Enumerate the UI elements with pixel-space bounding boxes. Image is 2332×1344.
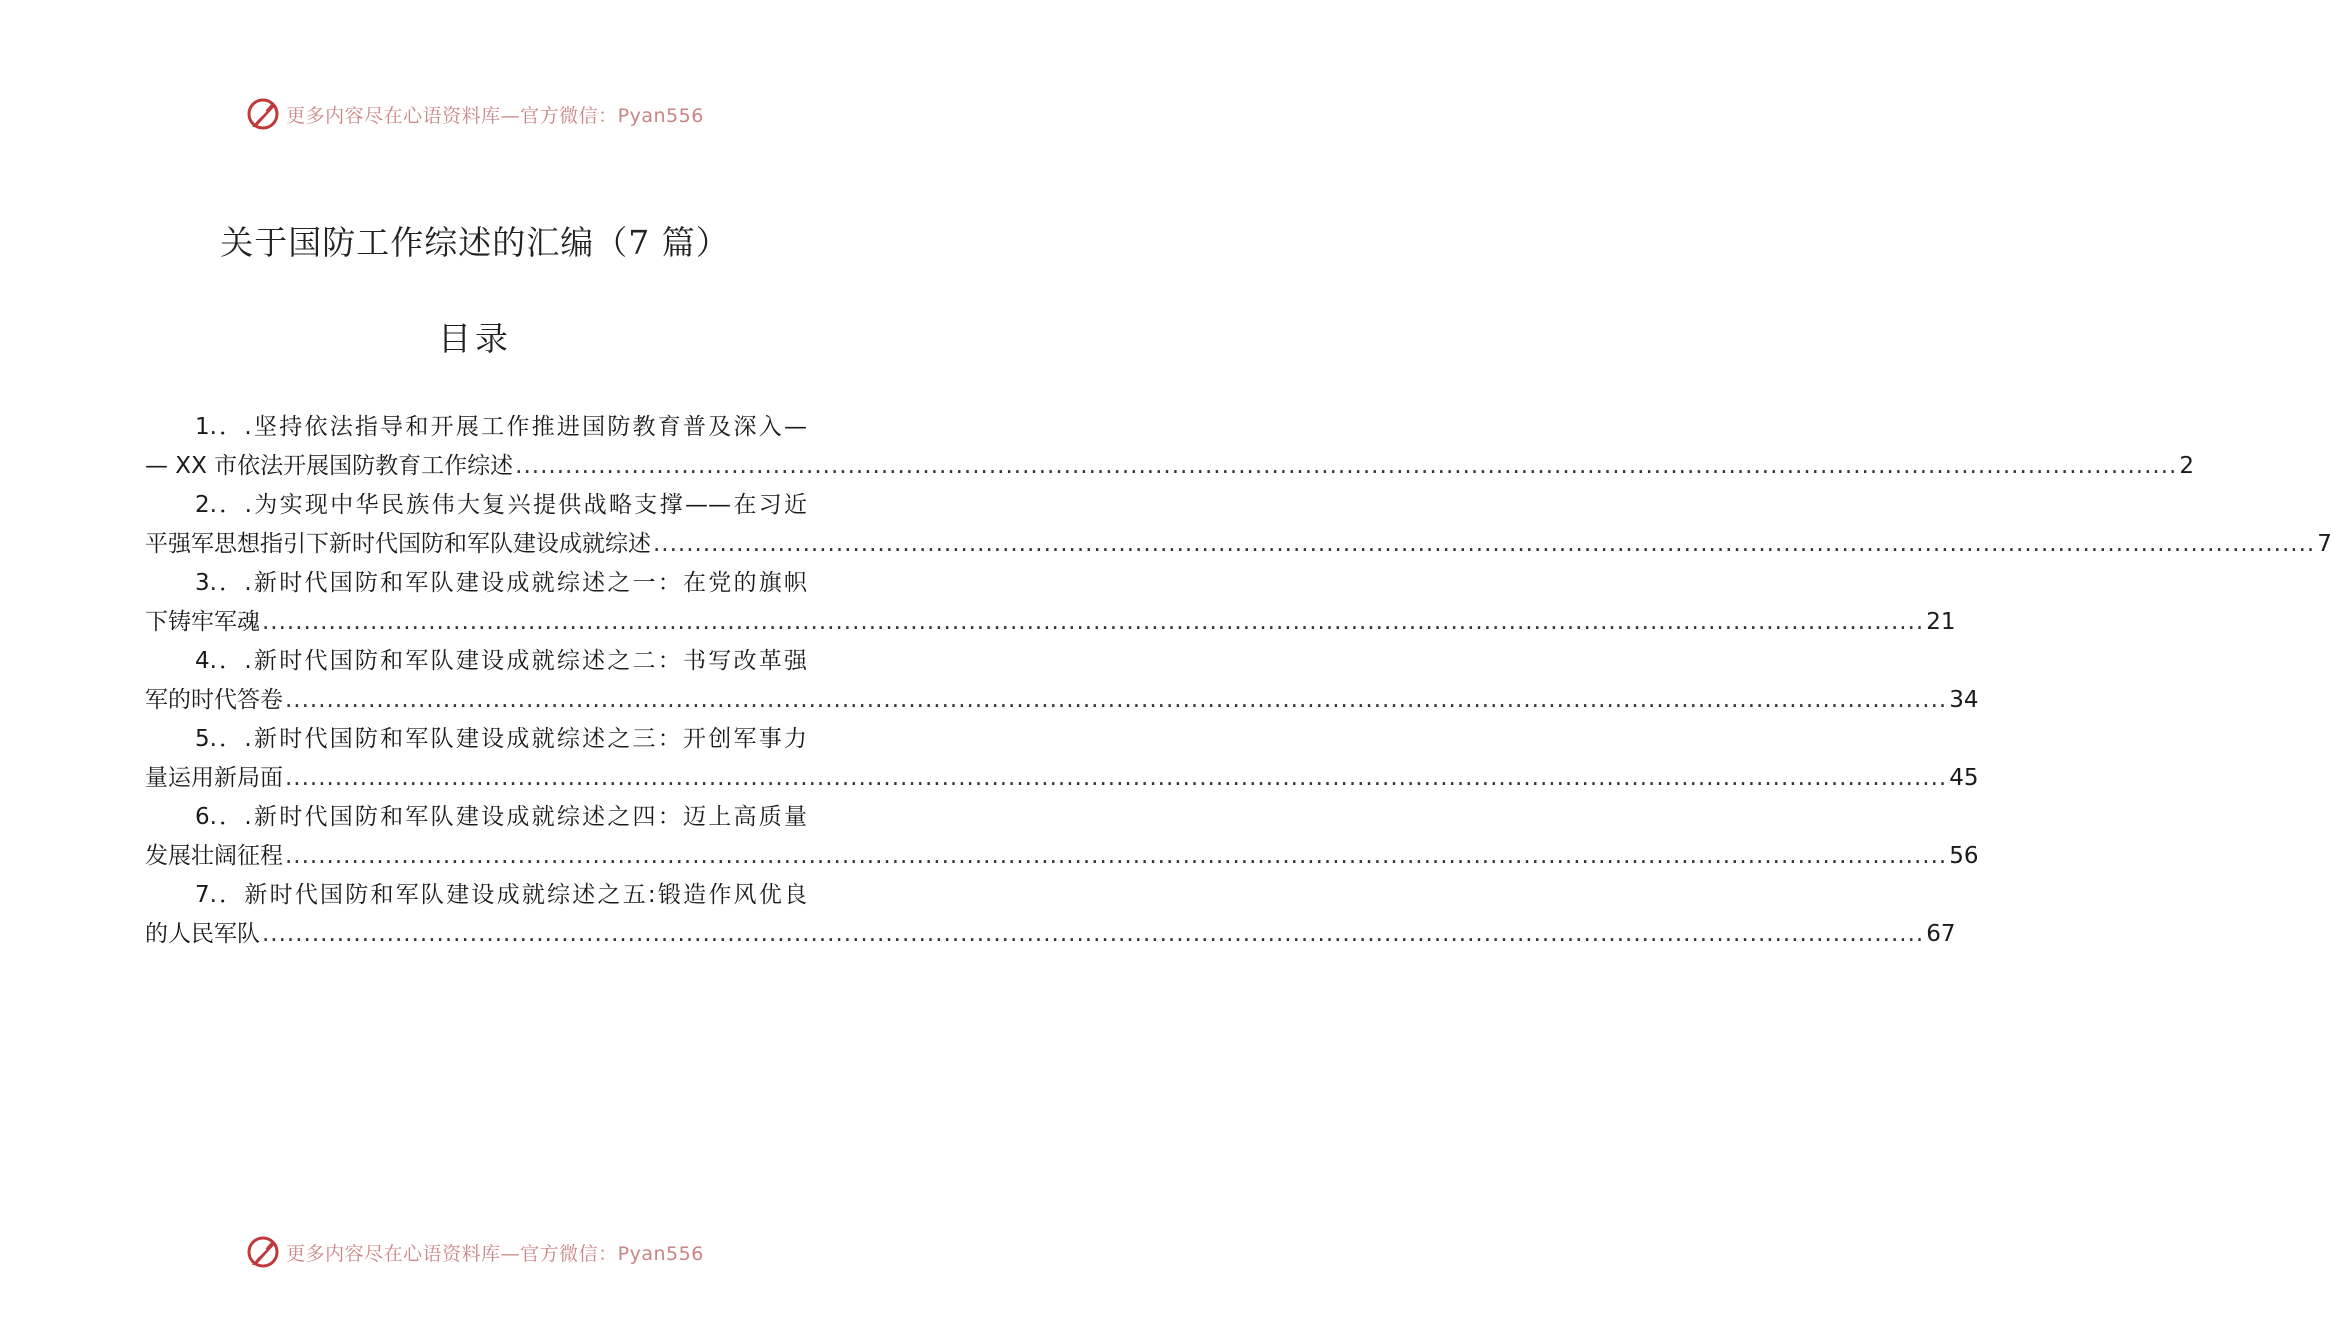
- toc-entry-title-line2: 下铸牢军魂: [145, 609, 260, 635]
- watermark-text: 更多内容尽在心语资料库—官方微信：: [286, 104, 618, 127]
- dot-leader: ........................................................................................................................................................................................................: [285, 765, 1948, 791]
- dot-leader: ........................................................................................................................................................................................................: [285, 687, 1948, 713]
- toc-entry-title-line2: — XX 市依法开展国防教育工作综述: [145, 453, 514, 479]
- quill-logo-icon: [246, 97, 280, 131]
- toc-page-number: 56: [1949, 843, 1979, 869]
- toc-entry-6[interactable]: [145, 798, 1979, 876]
- document-title: 关于国防工作综述的汇编（7 篇）: [220, 223, 730, 262]
- toc-entry-4[interactable]: [145, 642, 1979, 720]
- toc-entry-title-line1: 5.．.新时代国防和军队建设成就综述之三：开创军事力: [195, 726, 807, 752]
- footer-watermark: [0, 1232, 950, 1272]
- toc-entry-title-line2: 军的时代答卷: [145, 687, 283, 713]
- toc-page-number: 45: [1949, 765, 1979, 791]
- watermark-wechat-id: Pyan556: [617, 1242, 704, 1265]
- header-watermark: [0, 94, 950, 134]
- toc-entry-7[interactable]: [145, 876, 1956, 954]
- toc-entry-title-line1: 2.．.为实现中华民族伟大复兴提供战略支撑——在习近: [195, 492, 807, 518]
- toc-entry-3[interactable]: [145, 564, 1956, 642]
- toc-entry-1[interactable]: [145, 408, 2194, 486]
- quill-logo-icon: [246, 1235, 280, 1269]
- toc-page-number: 67: [1926, 921, 1956, 947]
- dot-leader: ........................................................................................................................................................................................................: [653, 531, 2316, 557]
- toc-page-number: 34: [1949, 687, 1979, 713]
- dot-leader: ........................................................................................................................................................................................................: [515, 453, 2178, 479]
- dot-leader: ........................................................................................................................................................................................................: [262, 921, 1925, 947]
- toc-entry-title-line1: 4.．.新时代国防和军队建设成就综述之二：书写改革强: [195, 648, 807, 674]
- toc-entry-2[interactable]: [145, 486, 2332, 564]
- toc-entry-5[interactable]: [145, 720, 1979, 798]
- toc-entry-title-line1: 6.．.新时代国防和军队建设成就综述之四：迈上高质量: [195, 804, 807, 830]
- toc-entry-title-line1: 1.．.坚持依法指导和开展工作推进国防教育普及深入—: [195, 414, 807, 440]
- toc-entry-title-line1: 3.．.新时代国防和军队建设成就综述之一：在党的旗帜: [195, 570, 807, 596]
- toc-page-number: 21: [1926, 609, 1956, 635]
- toc-page-number: 2: [2179, 453, 2194, 479]
- toc-entry-title-line1: 7.．新时代国防和军队建设成就综述之五:锻造作风优良: [195, 882, 807, 908]
- toc-entry-title-line2: 发展壮阔征程: [145, 843, 283, 869]
- watermark-wechat-id: Pyan556: [617, 104, 704, 127]
- dot-leader: ........................................................................................................................................................................................................: [285, 843, 1948, 869]
- toc-entry-title-line2: 平强军思想指引下新时代国防和军队建设成就综述: [145, 531, 651, 557]
- toc-entry-title-line2: 量运用新局面: [145, 765, 283, 791]
- dot-leader: ........................................................................................................................................................................................................: [262, 609, 1925, 635]
- table-of-contents: [145, 408, 2332, 954]
- toc-page-number: 7: [2317, 531, 2332, 557]
- toc-entry-title-line2: 的人民军队: [145, 921, 260, 947]
- watermark-text: 更多内容尽在心语资料库—官方微信：: [286, 1242, 618, 1265]
- toc-heading: 目录: [438, 319, 512, 358]
